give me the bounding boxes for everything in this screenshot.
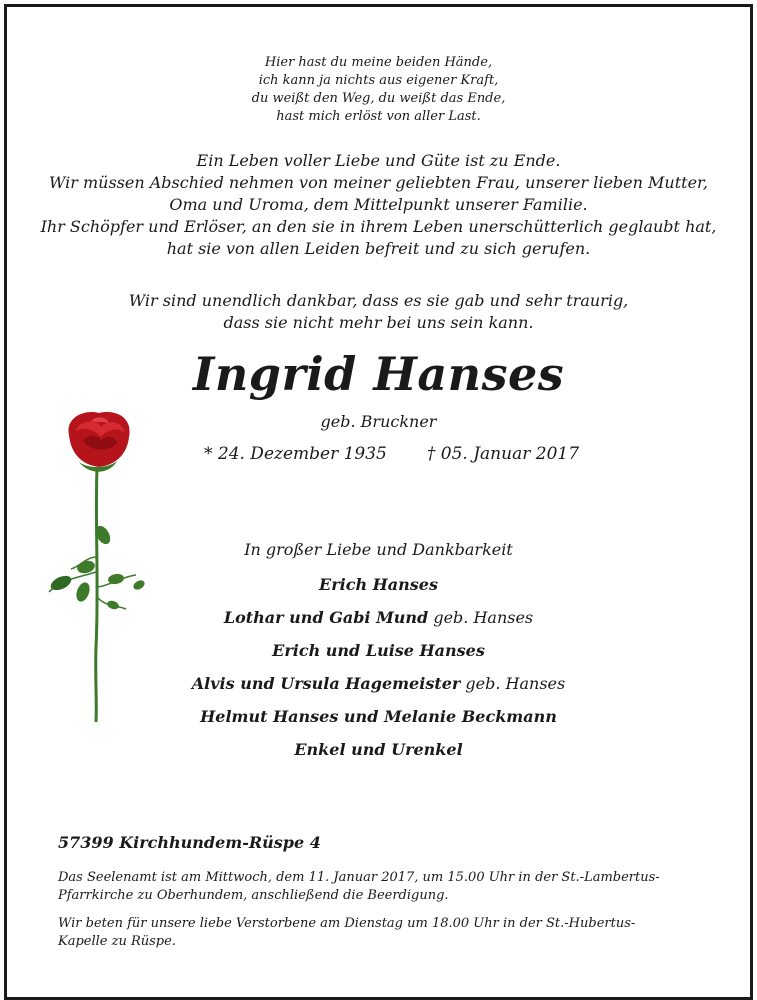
mourner-name: Helmut Hanses und Melanie Beckmann	[200, 707, 557, 726]
deceased-name: Ingrid Hanses	[192, 347, 565, 401]
text-line: Ihr Schöpfer und Erlöser, an den sie in ihrem Leben unerschütterlich geglaubt hat,	[40, 217, 717, 236]
death-date: † 05. Januar 2017	[426, 444, 580, 464]
note-line: Kapelle zu Rüspe.	[58, 934, 176, 949]
mourner-name: Lothar und Gabi Mund	[223, 608, 429, 627]
mourner-name: Erich Hanses	[319, 575, 438, 594]
poem-line: hast mich erlöst von aller Last.	[276, 109, 481, 124]
gratitude-paragraph	[7, 290, 750, 334]
text-line: Oma und Uroma, dem Mittelpunkt unserer Familie.	[169, 195, 588, 214]
funeral-service-note	[58, 869, 704, 905]
mourners-intro: In großer Liebe und Dankbarkeit	[244, 540, 513, 559]
text-line: Wir müssen Abschied nehmen von meiner geliebten Frau, unserer lieben Mutter,	[48, 173, 709, 192]
family-address: 57399 Kirchhundem-Rüspe 4	[58, 833, 321, 852]
prayer-service-note	[58, 915, 704, 951]
note-line: Pfarrkirche zu Oberhundem, anschließend die Beerdigung.	[58, 888, 449, 903]
mourner-line	[7, 608, 750, 627]
poem-line: du weißt den Weg, du weißt das Ende,	[251, 91, 506, 106]
poem-line: ich kann ja nichts aus eigener Kraft,	[258, 73, 499, 88]
mourner-line	[7, 641, 750, 660]
mourner-line	[7, 674, 750, 693]
birth-name: geb. Bruckner	[320, 412, 437, 431]
mourner-name: Alvis und Ursula Hagemeister	[191, 674, 461, 693]
obituary-notice	[4, 4, 753, 1000]
mourner-line	[7, 575, 750, 594]
mourner-name: Erich und Luise Hanses	[272, 641, 485, 660]
birth-date: * 24. Dezember 1935	[203, 444, 387, 464]
poem-line: Hier hast du meine beiden Hände,	[264, 55, 493, 70]
farewell-paragraph	[7, 150, 750, 260]
text-line: Wir sind unendlich dankbar, dass es sie gab und sehr traurig,	[128, 291, 629, 310]
mourner-line	[7, 740, 750, 759]
mourner-line	[7, 707, 750, 726]
mourner-birth-name: geb. Hanses	[433, 608, 534, 627]
note-line: Das Seelenamt ist am Mittwoch, dem 11. Januar 2017, um 15.00 Uhr in der St.-Lambertus-	[58, 870, 660, 885]
mourner-name: Enkel und Urenkel	[294, 740, 463, 759]
mourner-birth-name: geb. Hanses	[465, 674, 566, 693]
text-line: dass sie nicht mehr bei uns sein kann.	[223, 313, 534, 332]
text-line: hat sie von allen Leiden befreit und zu sich gerufen.	[166, 239, 591, 258]
poem	[7, 54, 750, 126]
text-line: Ein Leben voller Liebe und Güte ist zu Ende.	[196, 151, 561, 170]
note-line: Wir beten für unsere liebe Verstorbene am Dienstag um 18.00 Uhr in der St.-Hubertus-	[58, 916, 636, 931]
